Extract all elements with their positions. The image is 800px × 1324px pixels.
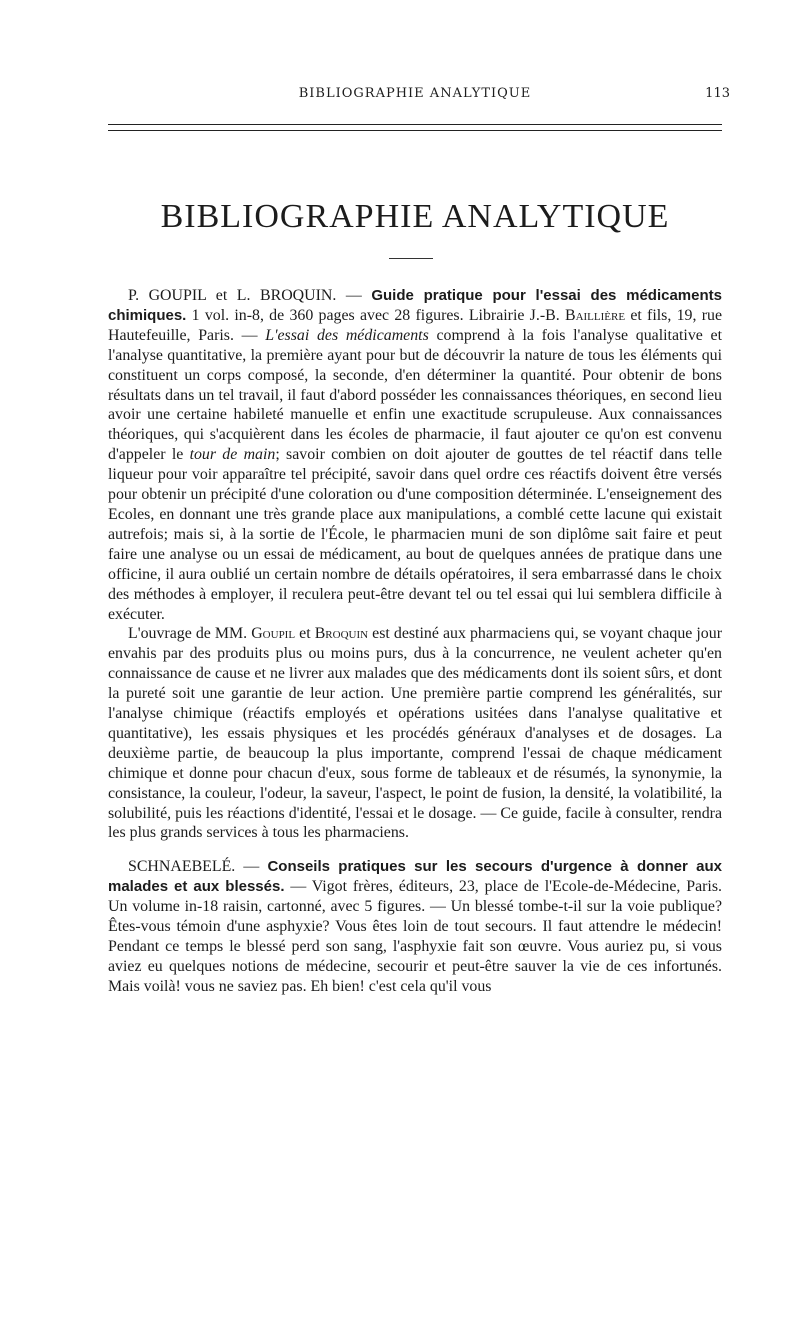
entry-schnaebele [108,857,722,996]
dash: — [235,858,268,876]
author-name-broquin: Broquin [314,625,369,643]
header-rule-thick [108,124,722,125]
running-head-title: BIBLIOGRAPHIE ANALYTIQUE [298,86,532,101]
page-number: 113 [705,86,730,101]
entry-paragraph-2 [108,624,722,843]
title-divider [389,258,433,259]
dash: — [336,287,372,304]
quoted-title: L'essai des médicaments [265,326,429,344]
entry-author: SCHNAEBELÉ. [128,858,236,876]
publisher-address: et fils, 19, rue Hautefeuille, Paris. — [108,306,722,344]
header-rule-thin [108,130,722,131]
italic-term: tour de main [189,446,276,464]
page [108,0,730,995]
review-text-1: comprend à la fois l'analyse qualitative et l'analyse quantitative, la première ayant pour but de découvrir la nature de tous les éléments qui constituent un corps composé, la seconde, d'en déterminer la quantité. Pour obtenir de bons résultats dans un tel travail, il faut d'abord posséder les connaissances théoriques, en second lieu avoir une certaine habileté manuelle et enfin une exactitude scrupuleuse. Aux connaissances théoriques, qui s'acquièrent dans les écoles de pharmacie, il faut ajouter ce qu'on est convenu d'appeler le [108,326,722,464]
entry-goupil-broquin [108,286,722,624]
section-title: BIBLIOGRAPHIE ANALYTIQUE [160,198,670,235]
running-head [108,0,730,118]
entry-authors: P. GOUPIL et L. BROQUIN. [128,287,337,304]
para-text: et [295,625,315,643]
review-text: — Vigot frères, éditeurs, 23, place de l'Ecole-de-Médecine, Paris. Un volume in-18 raisin, cartonné, avec 5 figures. — Un blessé tombe-t-il sur la voie publique? Êtes-vous témoin d'une asphyxie? Vous êtes loin de tout secours. Il faut attendre le médecin! Pendant ce temps le blessé perd son sang, l'asphyxie fait son œuvre. Vous auriez pu, si vous aviez eu quelques notions de médecine, secourir et peut-être sauver la vie de ces infortunés. Mais voilà! vous ne saviez pas. Eh bien! c'est cela qu'il vous [108,878,722,995]
para-text: L'ouvrage de MM. [128,625,252,643]
entry-details: 1 vol. in-8, de 360 pages avec 28 figures. Librairie J.-B. [186,306,565,324]
review-text-2: ; savoir combien on doit ajouter de gouttes de tel réactif dans telle liqueur pour voir apparaître tel précipité, savoir dans quel ordre ces réactifs doivent être versés pour obtenir un précipité d'une coloration ou d'une composition déterminée. L'enseignement des Ecoles, en donnant une très grande place aux manipulations, a comblé cette lacune qui existait autrefois; mais si, à la sortie de l'École, le pharmacien muni de son diplôme sait faire et peut faire une analyse ou un essai de médicament, au bout de quelques années de pratique dans une officine, il aura oublié un certain nombre de détails opératoires, il sera embarrassé dans le choix des méthodes à employer, il reculera peut-être devant tel ou tel essai qui lui semblera difficile à exécuter. [108,446,723,623]
entry-work-title: Conseils pratiques sur les secours d'urgence à donner aux malades et aux blessés. [108,858,723,896]
entry-work-title: Guide pratique pour l'essai des médicaments chimiques. [108,287,722,324]
para-text: est destiné aux pharmaciens qui, se voyant chaque jour envahis par des produits plus ou moins purs, dus à la concurrence, ne veulent acheter qu'en connaissance de cause et ne livrer aux malades que des médicaments dont ils soient sûrs, et dont la pureté soit une garantie de leur action. Une première partie comprend les généralités, sur l'analyse chimique (réactifs employés et opérations usitées dans l'analyse qualitative et quantitative), les essais physiques et les procédés généraux d'analyses et de dosages. La deuxième partie, de beaucoup la plus importante, comprend l'essai de chaque médicament chimique et donne pour chacun d'eux, sous forme de tableaux et de résumés, la synonymie, la consistance, la couleur, l'odeur, la saveur, l'aspect, le point de fusion, la densité, la volatibilité, la solubilité, puis les réactions d'identité, l'essai et le dosage. — Ce guide, facile à consulter, rendra les plus grands services à tous les pharmaciens. [108,625,722,842]
author-name-goupil: Goupil [251,625,296,643]
publisher-name: Baillière [564,306,626,324]
article-body [108,286,722,997]
